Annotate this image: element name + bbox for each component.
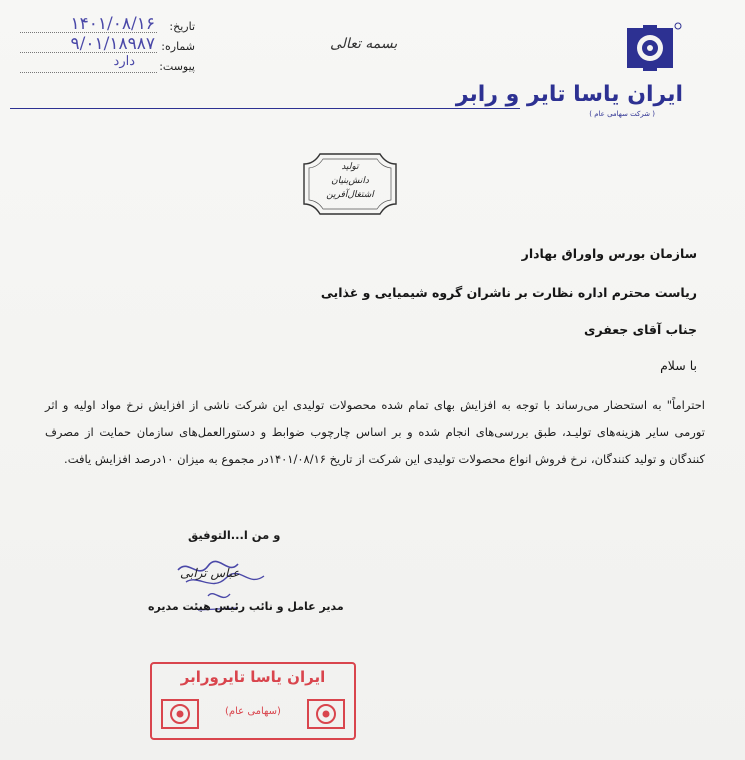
date-label: تاریخ: — [169, 20, 195, 33]
brand-subtitle: ( شرکت سهامی عام ) — [589, 110, 655, 118]
recipient-organization: سازمان بورس واوراق بهادار — [521, 246, 697, 261]
closing-phrase: و من ا...التوفیق — [188, 528, 281, 542]
stamp-logo-right-icon — [306, 696, 346, 730]
slogan-text — [300, 160, 400, 202]
letter-body: احتراماً" به استحضار می‌رساند با توجه به افزایش بهای تمام شده محصولات تولیدی این شرکت ناشی از افزایش نرخ مواد اولیه و اثر تورمی سایر هزینه‌های تولیـد، طبق بررسی‌های انجام شده و بر اساس چارچوب ضوابط و دستورالعمل‌های سازمان حمایت از مصرف کنندگان و تولید کنندگان، نرخ فروش انواع محصولات تولیدی این شرکت از تاریخ ۱۴۰۱/۰۸/۱۶در مجموع به میزان ۱۰درصد افزایش یافت. — [45, 398, 705, 466]
company-logo-icon — [623, 22, 683, 74]
attachment-value: دارد — [113, 54, 135, 69]
stamp-subtitle: (سهامی عام) — [225, 706, 281, 717]
company-stamp — [150, 662, 356, 740]
slogan-line-3: اشتغال‌آفرین — [326, 190, 374, 200]
number-value: ۹/۰۱/۱۸۹۸۷ — [70, 34, 155, 54]
number-row — [20, 34, 195, 58]
stamp-title: ایران یاسا تایرورابر — [180, 668, 326, 686]
signer-title: مدیر عامل و نائب رئیس هیئت مدیره — [148, 600, 344, 613]
attachment-label: پیوست: — [159, 60, 195, 73]
date-value: ۱۴۰۱/۰۸/۱۶ — [70, 14, 155, 34]
header-divider — [10, 108, 520, 109]
slogan-line-2: دانش‌بنیان — [331, 176, 369, 186]
letter-meta — [20, 14, 195, 78]
watermark — [319, 330, 354, 377]
slogan-line-1: تولید — [341, 162, 359, 172]
greeting: با سلام — [660, 358, 697, 373]
number-dotted-line — [20, 52, 157, 53]
brand-name: ایران یاسا تایر و رابر — [455, 82, 683, 107]
number-label: شماره: — [161, 40, 195, 53]
recipient-office: ریاست محترم اداره نظارت بر ناشران گروه شیمیایی و غذایی — [320, 285, 697, 300]
date-dotted-line — [20, 32, 157, 33]
attachment-dotted-line — [20, 72, 157, 73]
attachment-row — [20, 54, 195, 78]
signer-name: عباس ترابی — [180, 566, 240, 580]
invocation-text: بسمه تعالی — [330, 36, 398, 52]
recipient-name: جناب آقای جعفری — [584, 322, 697, 337]
